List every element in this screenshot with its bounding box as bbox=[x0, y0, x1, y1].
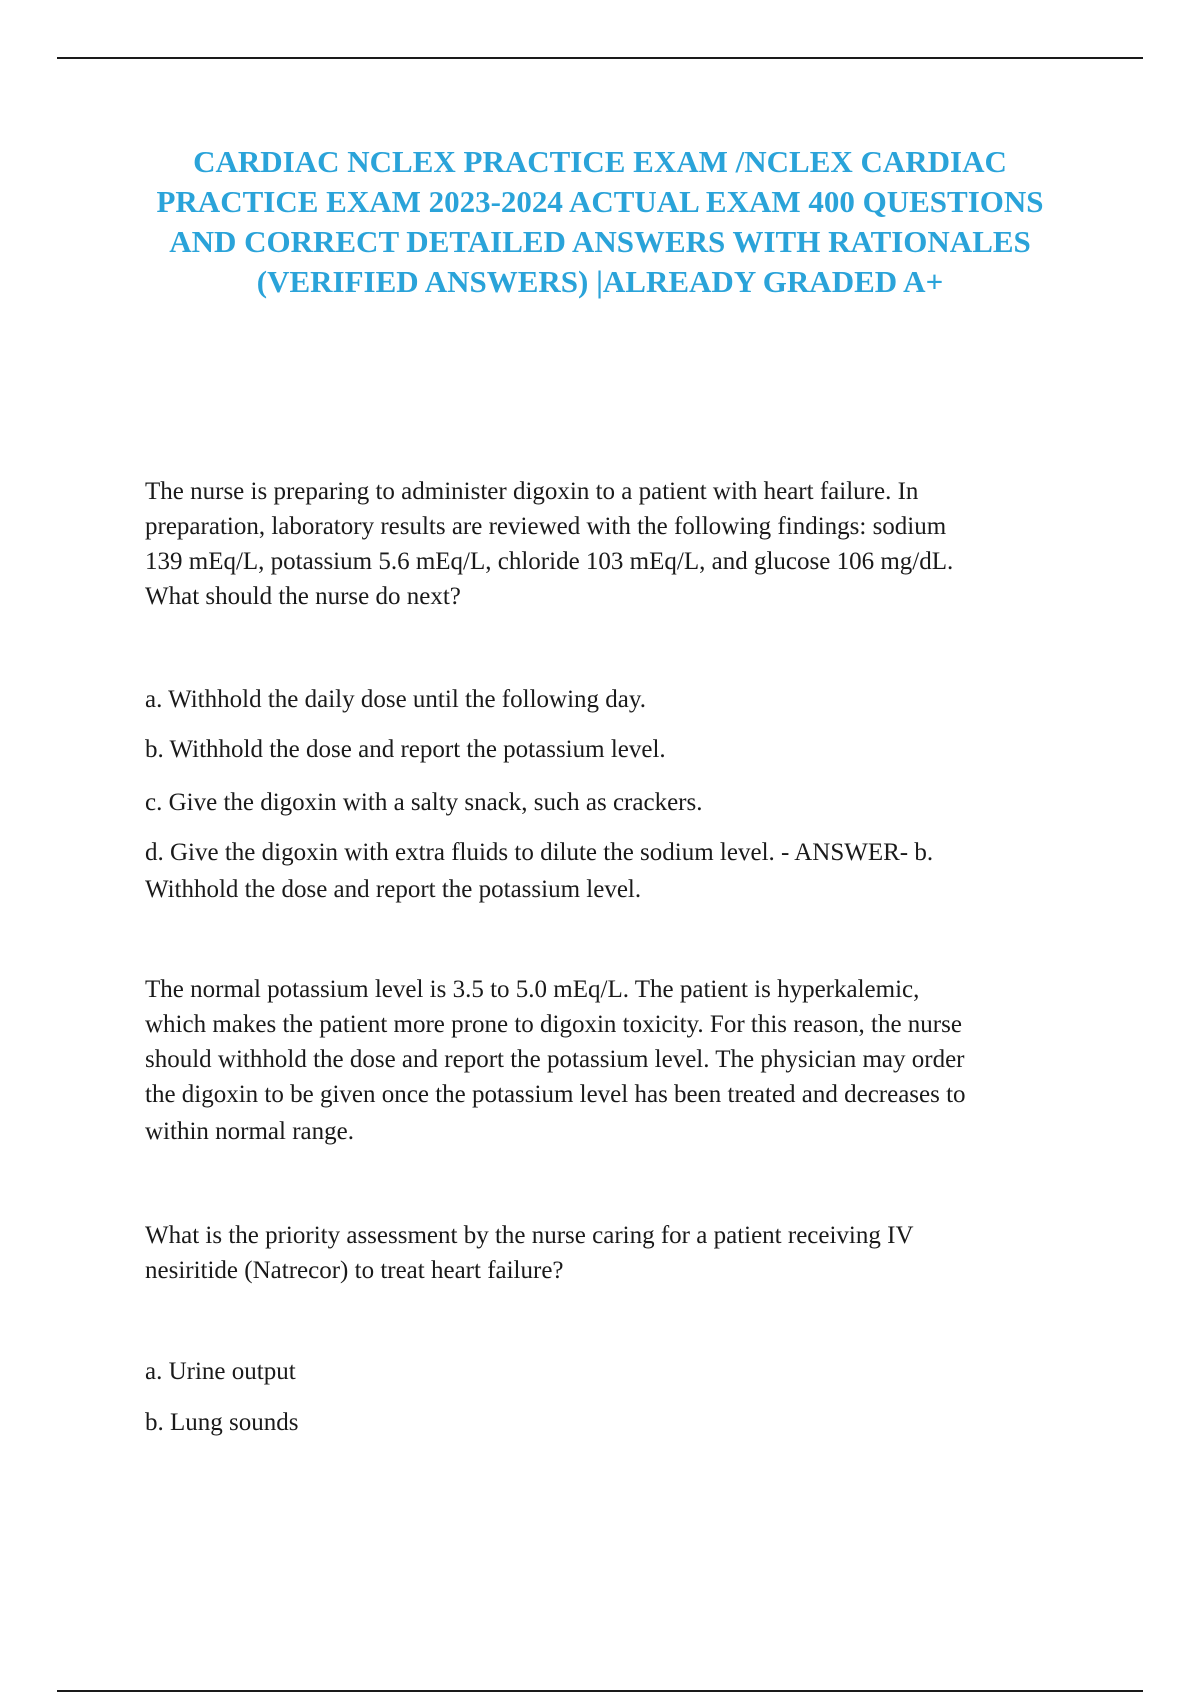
question-1-stem-line: The nurse is preparing to administer digoxin to a patient with heart failure. In bbox=[145, 478, 919, 505]
question-2-stem-line: nesiritide (Natrecor) to treat heart failure? bbox=[145, 1257, 564, 1284]
top-rule bbox=[57, 57, 1143, 59]
option-b: b. Withhold the dose and report the potassium level. bbox=[145, 736, 666, 763]
rationale-line: should withhold the dose and report the potassium level. The physician may order bbox=[145, 1046, 965, 1073]
question-1-stem-line: What should the nurse do next? bbox=[145, 583, 461, 610]
answer-line: Withhold the dose and report the potassium level. bbox=[145, 876, 642, 903]
rationale-line: the digoxin to be given once the potassium level has been treated and decreases to bbox=[145, 1081, 966, 1108]
option-c: c. Give the digoxin with a salty snack, such as crackers. bbox=[145, 789, 703, 816]
document-title bbox=[120, 142, 1080, 302]
question-1-stem-line: 139 mEq/L, potassium 5.6 mEq/L, chloride 103 mEq/L, and glucose 106 mg/dL. bbox=[145, 548, 954, 575]
question-1-stem-line: preparation, laboratory results are reviewed with the following findings: sodium bbox=[145, 513, 947, 540]
bottom-rule bbox=[57, 1690, 1143, 1692]
title-line: PRACTICE EXAM 2023-2024 ACTUAL EXAM 400 QUESTIONS bbox=[156, 184, 1044, 219]
rationale-line: which makes the patient more prone to digoxin toxicity. For this reason, the nurse bbox=[145, 1011, 962, 1038]
option-d: d. Give the digoxin with extra fluids to dilute the sodium level. - ANSWER- b. bbox=[145, 839, 934, 866]
title-line: CARDIAC NCLEX PRACTICE EXAM /NCLEX CARDIAC bbox=[193, 144, 1007, 179]
title-line: (VERIFIED ANSWERS) |ALREADY GRADED A+ bbox=[256, 264, 944, 299]
rationale-line: The normal potassium level is 3.5 to 5.0 mEq/L. The patient is hyperkalemic, bbox=[145, 976, 920, 1003]
option-a: a. Urine output bbox=[145, 1358, 296, 1385]
title-line: AND CORRECT DETAILED ANSWERS WITH RATIONALES bbox=[169, 224, 1031, 259]
rationale-line: within normal range. bbox=[145, 1118, 354, 1145]
question-2-stem-line: What is the priority assessment by the nurse caring for a patient receiving IV bbox=[145, 1222, 914, 1249]
option-a: a. Withhold the daily dose until the following day. bbox=[145, 686, 647, 713]
option-b: b. Lung sounds bbox=[145, 1409, 299, 1436]
